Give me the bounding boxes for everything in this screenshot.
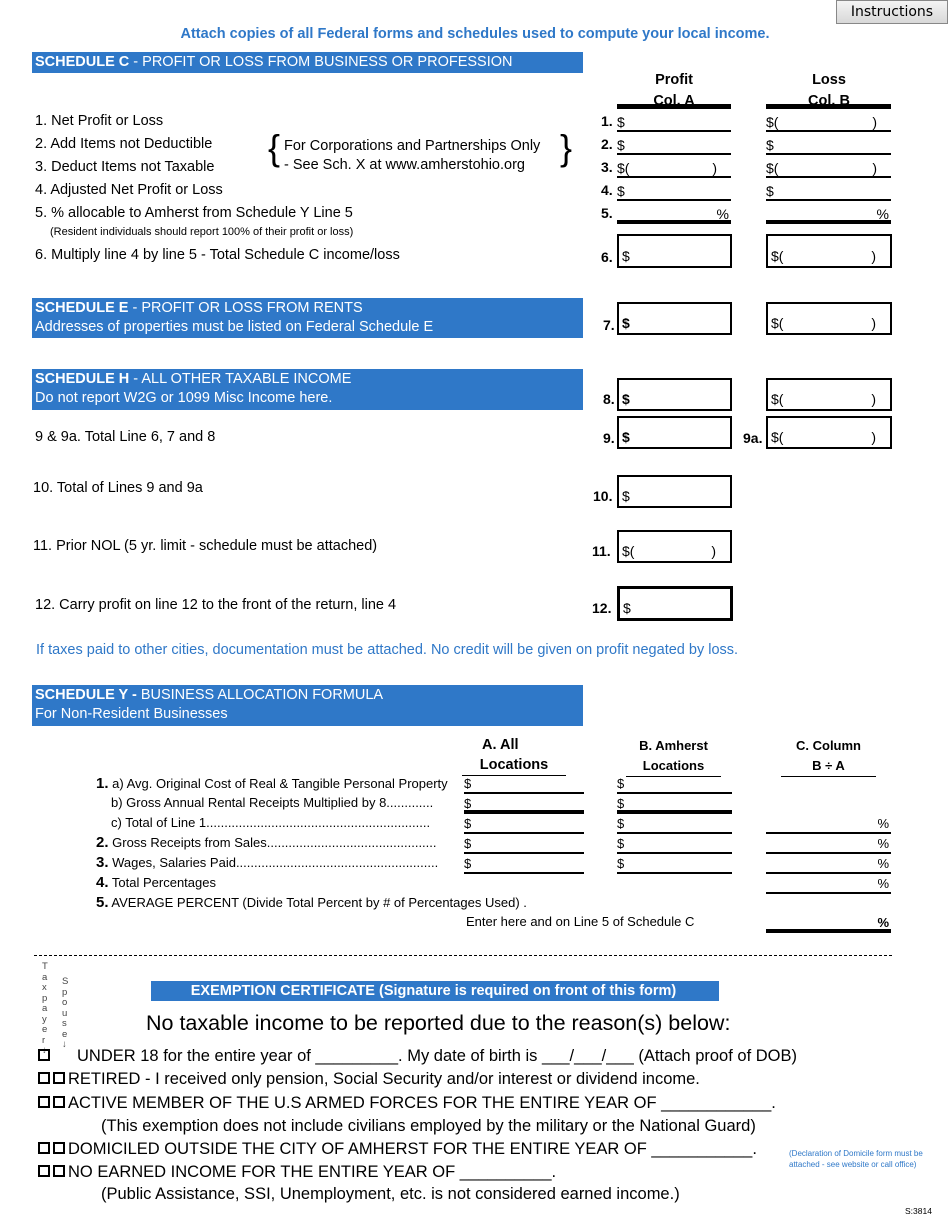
- cut-line: [34, 955, 892, 956]
- taxpayer-checkbox[interactable]: [38, 1072, 50, 1084]
- line-3-profit-field[interactable]: $( ): [617, 158, 731, 178]
- exemption-no-earned-income: NO EARNED INCOME FOR THE ENTIRE YEAR OF __________.: [38, 1163, 556, 1182]
- line-7-profit-box[interactable]: $: [617, 302, 732, 335]
- line-12-box[interactable]: $: [617, 586, 733, 621]
- col-b-header: Loss Col. B: [808, 72, 850, 109]
- corp-note: For Corporations and Partnerships Only - See Sch. X at www.amherstohio.org: [284, 138, 541, 173]
- line-num: 12.: [592, 600, 612, 616]
- y2-pct-field[interactable]: %: [766, 834, 891, 854]
- exemption-heading: No taxable income to be reported due to the reason(s) below:: [146, 1011, 731, 1035]
- line-num: 8.: [603, 391, 615, 407]
- divider: [766, 104, 891, 109]
- line-8-loss-box[interactable]: $( ): [766, 378, 892, 411]
- exemption-armed-forces: ACTIVE MEMBER OF THE U.S ARMED FORCES FOR THE ENTIRE YEAR OF ____________.: [38, 1094, 776, 1113]
- y2-all-field[interactable]: $: [464, 834, 584, 854]
- line-6-profit-box[interactable]: $: [617, 234, 732, 268]
- line-num: 4.: [601, 182, 613, 198]
- line-11-box[interactable]: $( ): [617, 530, 732, 563]
- line-5-profit-field[interactable]: %: [617, 204, 731, 224]
- line-num: 6.: [601, 249, 613, 265]
- line-num: 2.: [601, 136, 613, 152]
- spouse-checkbox[interactable]: [53, 1142, 65, 1154]
- line-9a-box[interactable]: $( ): [766, 416, 892, 449]
- line-num: 11.: [592, 543, 611, 559]
- taxpayer-column-label: Taxpayer↓: [42, 961, 48, 1056]
- spouse-checkbox[interactable]: [53, 1072, 65, 1084]
- line-3-loss-field[interactable]: $( ): [766, 158, 891, 178]
- sched-y-col-c: C. Column B ÷ A: [781, 736, 876, 777]
- spouse-column-label: Spouse↓: [62, 976, 69, 1050]
- y1b-amherst-field[interactable]: $: [617, 794, 732, 814]
- line-11-label: 11. Prior NOL (5 yr. limit - schedule must be attached): [33, 538, 378, 554]
- schedule-y-header: SCHEDULE Y - BUSINESS ALLOCATION FORMULA For Non-Resident Businesses: [32, 685, 583, 726]
- instructions-button[interactable]: Instructions: [836, 0, 948, 24]
- line-9-label: 9 & 9a. Total Line 6, 7 and 8: [35, 429, 216, 445]
- line-1-loss-field[interactable]: $( ): [766, 112, 891, 132]
- line-3-label: 3. Deduct Items not Taxable: [35, 159, 215, 175]
- y5-pct-field[interactable]: %: [766, 913, 891, 933]
- line-7-loss-box[interactable]: $( ): [766, 302, 892, 335]
- line-4-loss-field[interactable]: $: [766, 181, 891, 201]
- line-1-profit-field[interactable]: $: [617, 112, 731, 132]
- form-code: S:3814: [905, 1206, 932, 1216]
- enter-here-note: Enter here and on Line 5 of Schedule C: [466, 914, 695, 929]
- armed-forces-note: (This exemption does not include civilians employed by the military or the National Guard): [101, 1117, 756, 1135]
- sched-y-row-2: 2. Gross Receipts from Sales...............................................: [96, 834, 437, 851]
- y1c-amherst-field[interactable]: $: [617, 814, 732, 834]
- sched-y-row-4: 4. Total Percentages: [96, 874, 216, 891]
- line-num: 5.: [601, 205, 613, 221]
- y1b-all-field[interactable]: $: [464, 794, 584, 814]
- line-6-label: 6. Multiply line 4 by line 5 - Total Schedule C income/loss: [35, 247, 400, 263]
- line-2-loss-field[interactable]: $: [766, 135, 891, 155]
- line-num: 9a.: [743, 430, 763, 446]
- sched-y-row-1c: c) Total of Line 1..............................................................: [111, 815, 431, 830]
- spouse-checkbox[interactable]: [53, 1096, 65, 1108]
- y2-amherst-field[interactable]: $: [617, 834, 732, 854]
- y1c-pct-field[interactable]: %: [766, 814, 891, 834]
- sched-y-col-b: B. Amherst Locations: [626, 736, 721, 777]
- exemption-header: EXEMPTION CERTIFICATE (Signature is required on front of this form): [151, 981, 719, 1001]
- domicile-note: (Declaration of Domicile form must be attached - see website or call office): [789, 1149, 923, 1169]
- exemption-retired: RETIRED - I received only pension, Social Security and/or interest or dividend income.: [38, 1070, 700, 1089]
- line-5-label: 5. % allocable to Amherst from Schedule Y Line 5: [35, 205, 353, 221]
- y3-pct-field[interactable]: %: [766, 854, 891, 874]
- line-4-profit-field[interactable]: $: [617, 181, 731, 201]
- line-num: 9.: [603, 430, 615, 446]
- sched-y-row-1b: b) Gross Annual Rental Receipts Multiplied by 8.............: [111, 795, 434, 810]
- line-12-label: 12. Carry profit on line 12 to the front of the return, line 4: [35, 597, 397, 613]
- taxpayer-checkbox[interactable]: [38, 1096, 50, 1108]
- y1c-all-field[interactable]: $: [464, 814, 584, 834]
- sched-y-col-a: A. All Locations: [462, 735, 566, 776]
- y4-pct-field[interactable]: %: [766, 874, 891, 894]
- line-2-profit-field[interactable]: $: [617, 135, 731, 155]
- line-1-label: 1. Net Profit or Loss: [35, 113, 164, 129]
- sched-y-row-1a: 1. a) Avg. Original Cost of Real & Tangible Personal Property: [96, 775, 448, 792]
- exemption-under-18: UNDER 18 for the entire year of _________. My date of birth is ___/___/___ (Attach proof of DOB): [38, 1047, 797, 1066]
- line-num: 3.: [601, 159, 613, 175]
- taxpayer-checkbox[interactable]: [38, 1049, 50, 1061]
- line-num: 7.: [603, 317, 615, 333]
- line-9-box[interactable]: $: [617, 416, 732, 449]
- col-a-header: Profit Col. A: [653, 72, 695, 109]
- schedule-h-header: SCHEDULE H - ALL OTHER TAXABLE INCOME Do not report W2G or 1099 Misc Income here.: [32, 369, 583, 410]
- exemption-domiciled: DOMICILED OUTSIDE THE CITY OF AMHERST FOR THE ENTIRE YEAR OF ___________.: [38, 1140, 757, 1159]
- divider: [617, 104, 731, 109]
- sched-y-row-3: 3. Wages, Salaries Paid........................................................: [96, 854, 439, 871]
- left-brace: {: [268, 127, 281, 168]
- attach-note: Attach copies of all Federal forms and schedules used to compute your local income.: [180, 26, 770, 42]
- taxpayer-checkbox[interactable]: [38, 1142, 50, 1154]
- sched-y-row-5: 5. AVERAGE PERCENT (Divide Total Percent by # of Percentages Used) .: [96, 894, 527, 911]
- y3-amherst-field[interactable]: $: [617, 854, 732, 874]
- line-num: 10.: [593, 488, 613, 504]
- credit-note: If taxes paid to other cities, documentation must be attached. No credit will be given on profit negated by loss.: [36, 642, 739, 658]
- line-6-loss-box[interactable]: $( ): [766, 234, 892, 268]
- schedule-e-header: SCHEDULE E - PROFIT OR LOSS FROM RENTS Addresses of properties must be listed on Federal Schedule E: [32, 298, 583, 338]
- line-10-label: 10. Total of Lines 9 and 9a: [33, 480, 203, 496]
- earned-income-note: (Public Assistance, SSI, Unemployment, etc. is not considered earned income.): [101, 1185, 680, 1203]
- y3-all-field[interactable]: $: [464, 854, 584, 874]
- line-4-label: 4. Adjusted Net Profit or Loss: [35, 182, 223, 198]
- y1a-amherst-field[interactable]: $: [617, 774, 732, 794]
- taxpayer-checkbox[interactable]: [38, 1165, 50, 1177]
- line-num: 1.: [601, 113, 613, 129]
- line-2-label: 2. Add Items not Deductible: [35, 136, 213, 152]
- spouse-checkbox[interactable]: [53, 1165, 65, 1177]
- line-10-box[interactable]: $: [617, 475, 732, 508]
- line-5-note: (Resident individuals should report 100% of their profit or loss): [50, 226, 354, 238]
- line-5-loss-field[interactable]: %: [766, 204, 891, 224]
- y1a-all-field[interactable]: $: [464, 774, 584, 794]
- line-8-profit-box[interactable]: $: [617, 378, 732, 411]
- schedule-c-header: SCHEDULE C - PROFIT OR LOSS FROM BUSINESS OR PROFESSION: [32, 52, 583, 73]
- right-brace: }: [560, 127, 573, 168]
